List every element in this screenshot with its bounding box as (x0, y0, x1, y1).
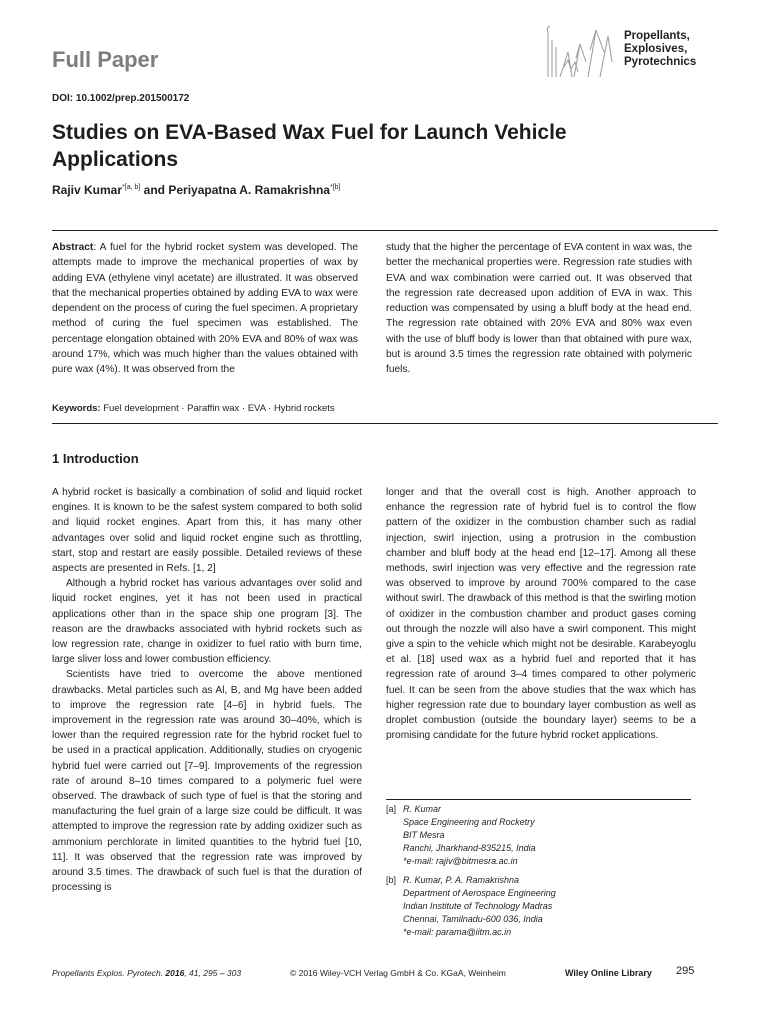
journal-name-line: Pyrotechnics (624, 56, 697, 68)
keywords-text: Fuel development · Paraffin wax · EVA · Hybrid rockets (103, 403, 335, 414)
affiliation-b (386, 874, 556, 939)
abstract-right: study that the higher the percentage of EVA content in wax was, the better the mechanical properties were. Regression rate studies with EVA and wax combination were carried out. It was observed that the regression rate decreased upon addition of EVA in wax. This reduction was compensated by using a bluff body at the head end. The regression rate obtained with 20% EVA and 80% wax even with the use of bluff body is lower than that obtained with pure wax, but is around 3.5 times the regression rate obtained with polymeric fuels. (386, 242, 692, 376)
paragraph: Although a hybrid rocket has various advantages over solid and liquid rocket engines, yet it has not been used in practical applications other than in the space ship one program [3]. The reason are the drawbacks associated with hybrid rockets such as low regression rate, change in oxidizer to fuel ratio with burn time, large sliver loss and lower combustion efficiency. (52, 578, 362, 666)
affiliation-tag: [b] (386, 875, 397, 885)
abstract-left (52, 240, 358, 378)
affiliation-line: Indian Institute of Technology Madras (403, 901, 553, 911)
section-label: Full Paper (52, 47, 159, 72)
affiliation-line: Space Engineering and Rocketry (403, 817, 535, 827)
keywords-label: Keywords: (52, 403, 101, 414)
keywords (52, 403, 335, 414)
abstract-text: : A fuel for the hybrid rocket system was developed. The attempts made to improve the mechanical properties of wax by adding EVA (ethylene vinyl acetate) are illustrated. It was observed that the mechanical properties obtained by adding EVA to wax were dependent on the process of curing the fuel specimen. A proprietary method of curing the fuel specimen was established. The percentage elongation obtained with 20% EVA and 80% of wax was around 17%, which was much higher than the values obtained with pure wax (4%). It was observed from the (52, 242, 358, 376)
author-affiliation-marker: *[a, b] (122, 184, 141, 191)
affiliation-line: Ranchi, Jharkhand-835215, India (403, 843, 536, 853)
article-title: Studies on EVA-Based Wax Fuel for Launch Vehicle Applications (52, 121, 567, 171)
footer-copyright: © 2016 Wiley-VCH Verlag GmbH & Co. KGaA, Weinheim (290, 968, 506, 978)
affiliation-line: R. Kumar, P. A. Ramakrishna (403, 875, 520, 885)
body-column-right (386, 485, 696, 743)
paragraph: longer and that the overall cost is high. Another approach to enhance the regression rate of hybrid fuel is to control the flow pattern of the oxidizer in the combustion chamber such as radial injection, swirl injection, using a protrusion in the combustion chamber and bluff body at the head end [12–17]. Among all these methods, swirl injection was very effective and the regression rate was observed to improve by around 700% compared to the case without swirl. The drawback of this method is that the swirling motion of oxidizer in the combustion chamber and product gases coming out through the nozzle will also have a swirl component. This might give a spin to the vehicle which might not be desirable. Karabeyoglu et al. [18] used wax as a hybrid fuel and reported that it has regression rate of around 3–4 times compared to other polymeric fuel. It can be seen from the above studies that the wax which has higher regression rate due to boundary layer combustion as well as droplet combustion (outside the boundary layer) seems to be a promising candidate for the future hybrid rocket applications. (386, 487, 696, 742)
citation-year: 2016 (165, 968, 185, 978)
affiliation-line: BIT Mesra (403, 830, 445, 840)
doi[interactable]: DOI: 10.1002/prep.201500172 (52, 93, 190, 104)
page-number: 295 (676, 965, 695, 977)
affiliation-line: Chennai, Tamilnadu-600 036, India (403, 914, 543, 924)
author-affiliation-marker: *[b] (329, 184, 341, 191)
affiliation-a (386, 803, 536, 868)
author-name: Periyapatna A. Ramakrishna (168, 183, 330, 197)
wiley-online-library-link[interactable]: Wiley Online Library (565, 968, 652, 978)
journal-name (624, 30, 696, 69)
affiliation-divider (386, 799, 691, 800)
paragraph: A hybrid rocket is basically a combination of solid and liquid rocket engines. It is known to be the safest system compared to both solid and liquid rocket engines. Apart from this, it has many other advantages over solid and liquid rocket engine such as throttling, start, stop and restart are easily possible. Detailed reviews of these aspects are presented in Refs. [1, 2] (52, 487, 362, 575)
affiliation-line: R. Kumar (403, 804, 442, 814)
body-column-left (52, 485, 362, 895)
journal-logo-icon (538, 22, 618, 84)
citation-details: , 41, 295 – 303 (184, 968, 242, 978)
paragraph: Scientists have tried to overcome the above mentioned drawbacks. Metal particles such as Al, B, and Mg have been added to improve the regression rate [4–6] in hybrid fuels. The improvement in the regression rate was around 30–40%, which is lower than the required regression rate for the hybrid rocket fuel to be used in a practical application. Additionally, studies on cryogenic hybrid fuel were carried out [7–9]. Improvements of the regression rate of around 8–10 times compared to a polymeric fuel were observed. The drawback of such type of fuel is that the storing and manufacturing the fuel grain of a large size could be difficult. It was attempted to improve the regression rate by adding oxidizer such as ammonium perchlorate in limited quantities to the hybrid fuel [10, 11]. It was observed that the regression rate was improved by around 3.5 times. The drawback of such fuel is that the duration of processing is (52, 669, 362, 894)
affiliation-tag: [a] (386, 804, 397, 814)
footer-citation (52, 968, 241, 978)
journal-name-line: Propellants, (624, 30, 690, 42)
author-list (52, 183, 340, 197)
author-name: Rajiv Kumar (52, 183, 123, 197)
journal-name-line: Explosives, (624, 43, 688, 55)
author-joiner: and (140, 183, 169, 197)
affiliation-email[interactable]: *e-mail: parama@iitm.ac.in (403, 927, 512, 937)
divider (52, 423, 718, 424)
affiliation-line: Department of Aerospace Engineering (403, 888, 556, 898)
abstract-label: Abstract (52, 242, 94, 253)
divider (52, 230, 718, 231)
section-heading: 1 Introduction (52, 451, 139, 466)
citation-journal: Propellants Explos. Pyrotech. (52, 968, 164, 978)
affiliation-email[interactable]: *e-mail: rajiv@bitmesra.ac.in (403, 856, 518, 866)
